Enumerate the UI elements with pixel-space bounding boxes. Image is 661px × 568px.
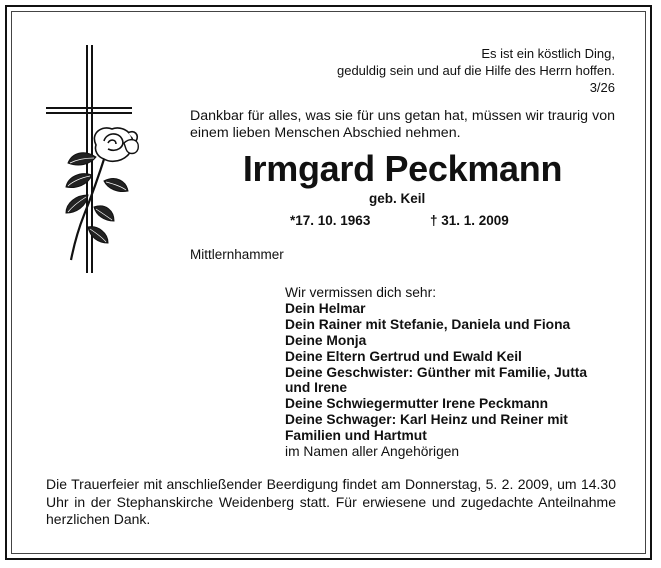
bible-quote-reference: 3/26 [589, 80, 615, 95]
death-date: † 31. 1. 2009 [430, 213, 509, 228]
mourner-line: Deine Schwiegermutter Irene Peckmann [285, 396, 549, 412]
mourners-closing: im Namen aller Angehörigen [285, 444, 460, 460]
bible-quote-line-2: geduldig sein und auf die Hilfe des Herrn hoffen. [336, 63, 615, 78]
bible-quote-line-1: Es ist ein köstlich Ding, [481, 46, 615, 61]
mourner-line: Deine Eltern Gertrud und Ewald Keil [285, 348, 522, 364]
bible-quote [337, 45, 615, 79]
cross-with-rose-icon [44, 45, 140, 275]
intro-text: Dankbar für alles, was sie für uns getan hat, müssen wir traurig von einem lieben Menschen Abschied nehmen. [190, 108, 615, 141]
mourner-line: Dein Rainer mit Stefanie, Daniela und Fiona [285, 316, 571, 332]
mourner-line: Dein Helmar [285, 300, 366, 316]
birth-date: *17. 10. 1963 [290, 213, 371, 228]
birth-name: geb. Keil [369, 191, 426, 206]
place-of-residence: Mittlernhammer [190, 247, 284, 262]
deceased-name: Irmgard Peckmann [242, 148, 563, 189]
mourners-list [285, 285, 615, 460]
mourner-line: Deine Monja [285, 332, 367, 348]
mourner-line: Deine Schwager: Karl Heinz und Reiner mit Familien und Hartmut [285, 412, 568, 444]
mourners-lead: Wir vermissen dich sehr: [285, 285, 437, 300]
funeral-details: Die Trauerfeier mit anschließender Beerdigung findet am Donnerstag, 5. 2. 2009, um 14.30 Uhr in der Stephanskirche Weidenberg statt. Für erwiesene und zugedachte Anteilnahme herzlichen Dank. [46, 476, 616, 527]
mourner-line: Deine Geschwister: Günther mit Familie, Jutta und Irene [285, 364, 588, 396]
